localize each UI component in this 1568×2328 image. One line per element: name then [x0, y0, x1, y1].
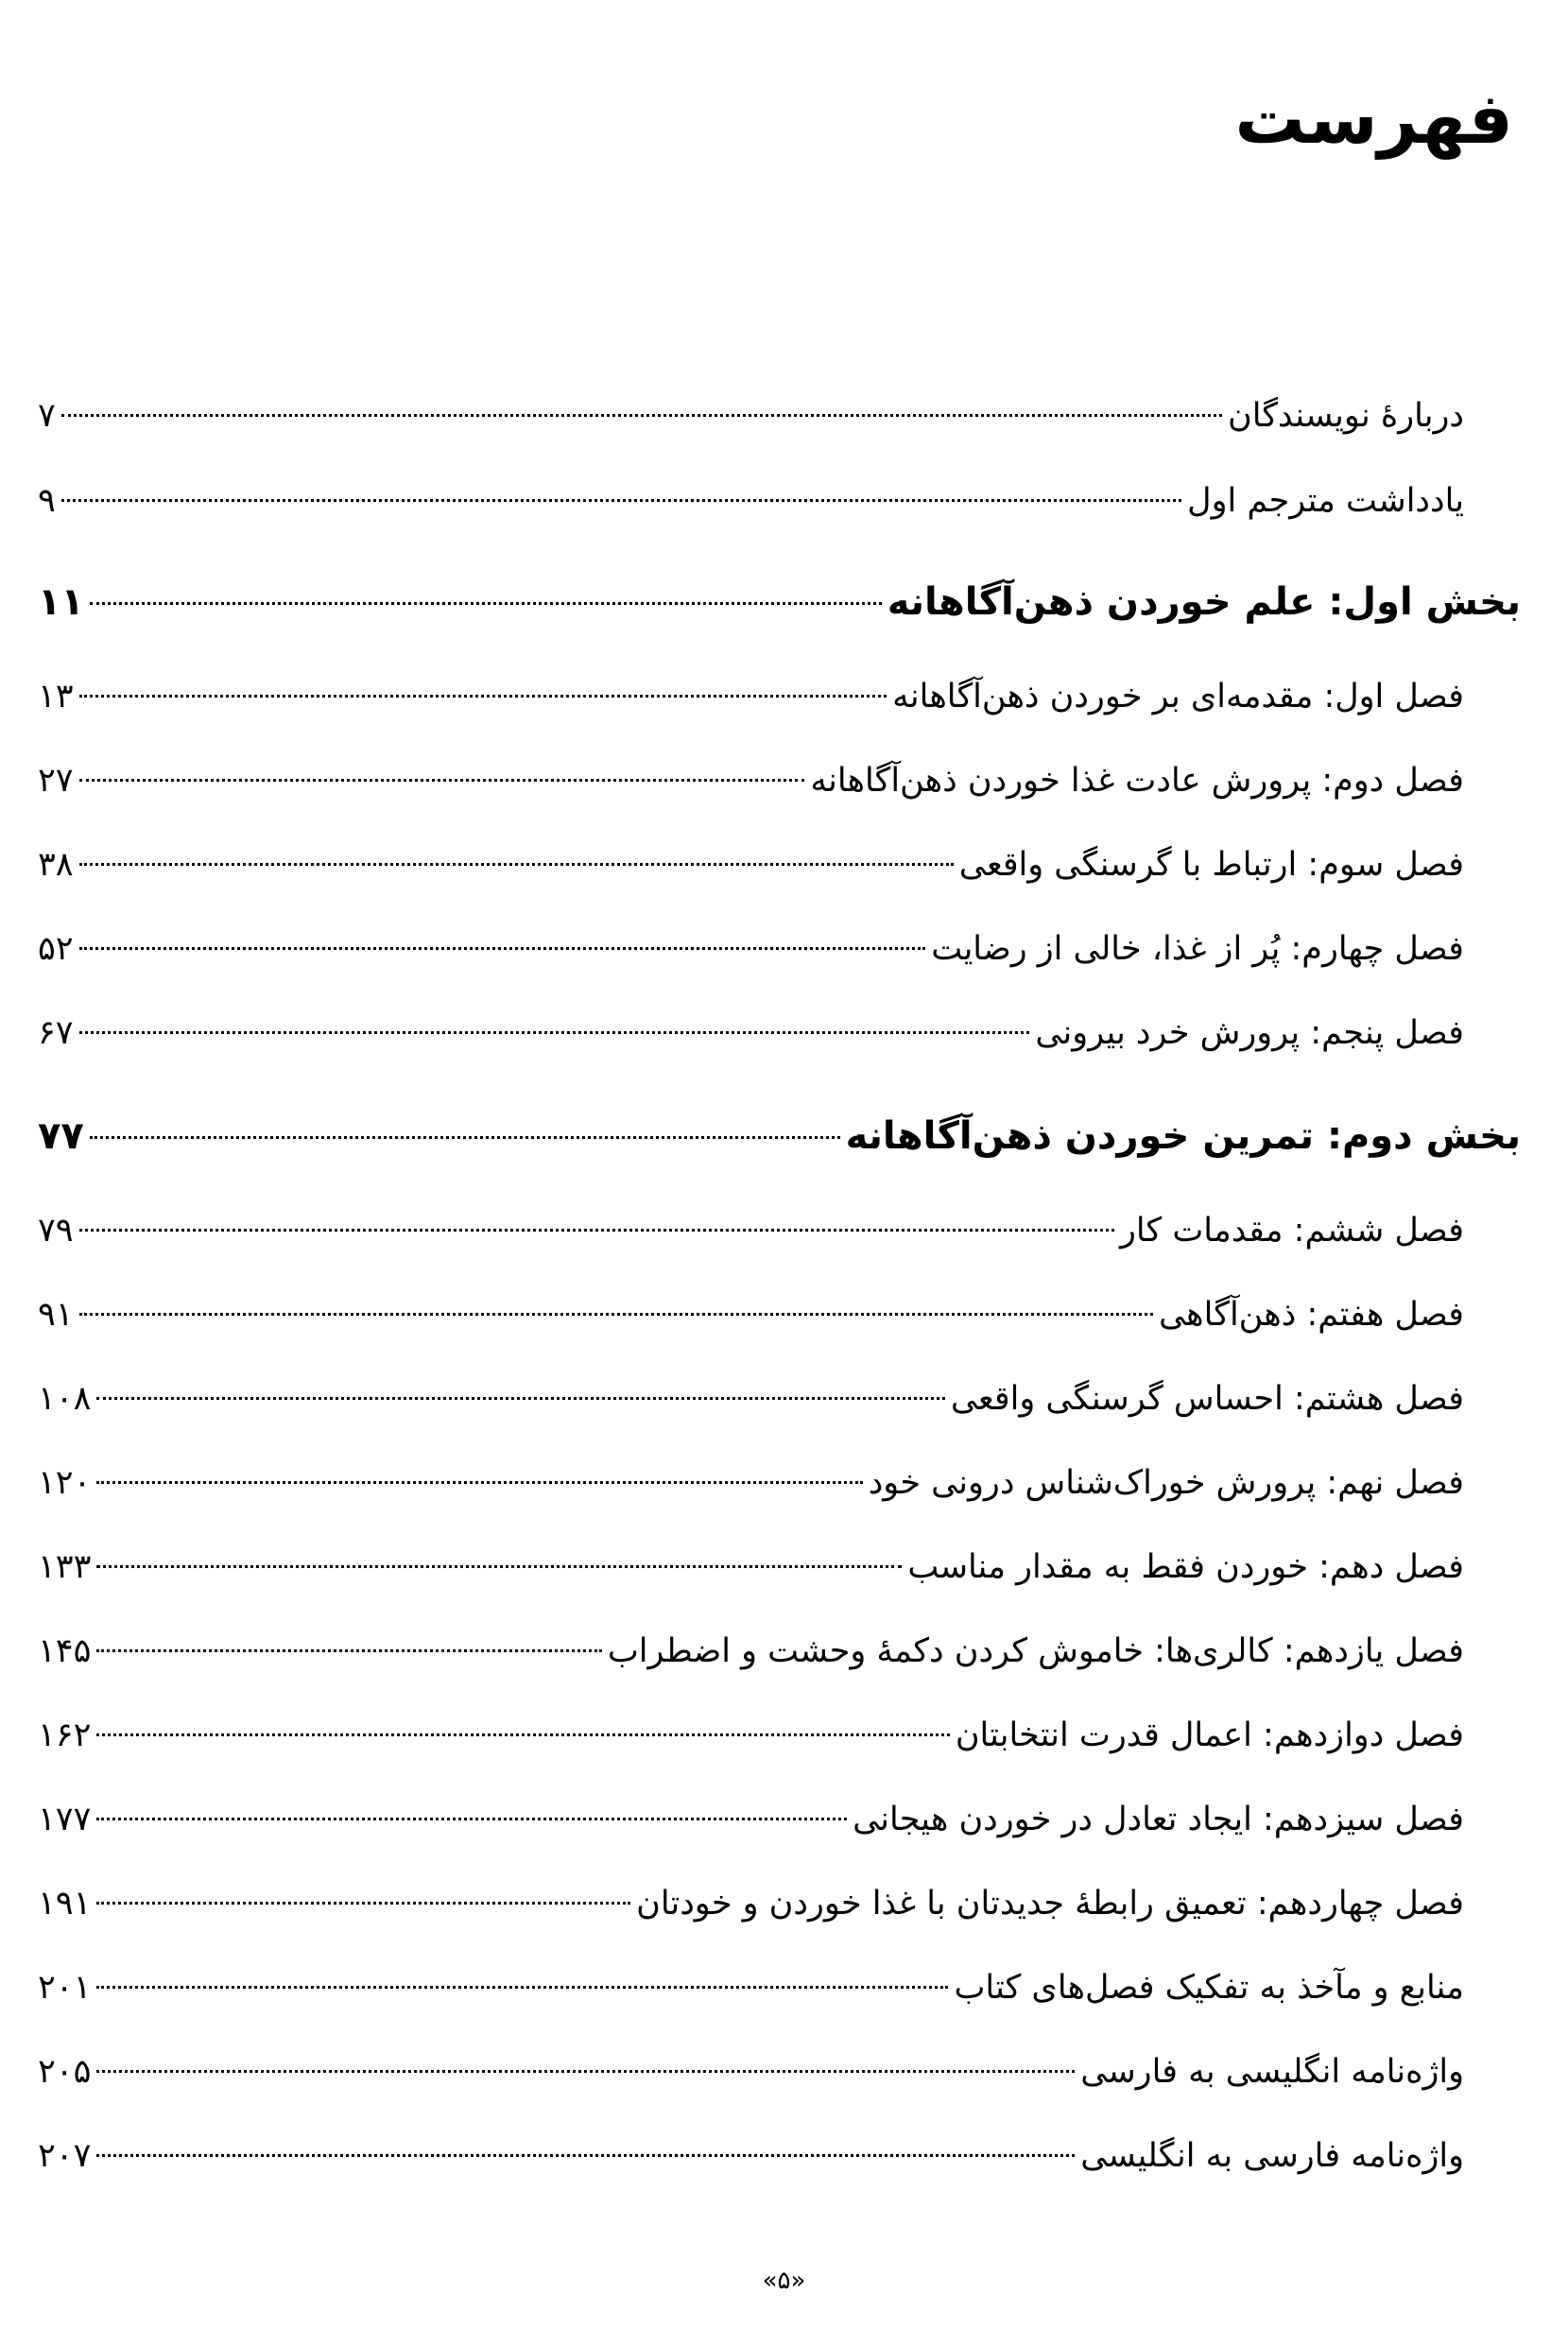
toc-entry-page: ۲۰۵: [38, 2053, 92, 2091]
dot-leader: [79, 1313, 1153, 1316]
toc-entry: [38, 1875, 1464, 1932]
toc-entry: [38, 752, 1464, 809]
toc-entry-label: فصل دوازدهم: اعمال قدرت انتخابتان: [955, 1716, 1464, 1754]
toc-entry: [38, 921, 1464, 977]
toc-entry: [38, 1623, 1464, 1680]
dot-leader: [79, 947, 926, 950]
dot-leader: [61, 499, 1181, 502]
toc-entry-page: ۱۰۸: [38, 1380, 92, 1418]
toc-entry-label: فصل سیزدهم: ایجاد تعادل در خوردن هیجانی: [853, 1801, 1464, 1838]
toc-part-page: ۱۱: [38, 580, 84, 624]
toc-part-heading: [38, 1108, 1521, 1164]
dot-leader: [90, 1136, 840, 1139]
toc-entry-label: فصل سوم: ارتباط با گرسنگی واقعی: [958, 846, 1464, 884]
dot-leader: [61, 414, 1222, 417]
toc-part-label: بخش اول: علم خوردن ذهن‌آگاهانه: [887, 580, 1521, 624]
toc-entry-page: ۱۹۱: [38, 1885, 92, 1923]
toc-entry: [38, 668, 1464, 725]
toc-entry: [38, 1707, 1464, 1764]
toc-entry-label: واژه‌نامه انگلیسی به فارسی: [1080, 2053, 1464, 2091]
toc-entry-page: ۱۳۳: [38, 1548, 92, 1586]
toc-part-heading: [38, 574, 1521, 630]
toc-entry-label: فصل پنجم: پرورش خرد بیرونی: [1035, 1014, 1464, 1052]
toc-entry-page: ۲۷: [38, 762, 74, 800]
toc-entry: [38, 473, 1464, 529]
toc-entry: [38, 388, 1464, 444]
toc-entry-page: ۱۳: [38, 678, 74, 716]
toc-entry: [38, 1791, 1464, 1848]
toc-entry: [38, 2043, 1464, 2100]
toc-entry-label: واژه‌نامه فارسی به انگلیسی: [1080, 2137, 1464, 2175]
toc-entry-label: دربارۀ نویسندگان: [1227, 397, 1464, 435]
dot-leader: [96, 2070, 1075, 2073]
dot-leader: [96, 1902, 630, 1905]
toc-entry: [38, 1959, 1464, 2016]
dot-leader: [96, 1818, 847, 1820]
toc-entry-page: ۷: [38, 397, 56, 435]
toc-entry-page: ۱۶۲: [38, 1716, 92, 1754]
dot-leader: [96, 1986, 948, 1989]
toc-entry-page: ۱۲۰: [38, 1464, 92, 1502]
toc-entry-label: فصل هشتم: احساس گرسنگی واقعی: [950, 1380, 1464, 1418]
dot-leader: [79, 779, 805, 782]
page-title: فهرست: [1234, 78, 1513, 160]
dot-leader: [79, 1229, 1114, 1232]
toc-entry: [38, 1286, 1464, 1343]
toc-entry-label: فصل چهارم: پُر از غذا، خالی از رضایت: [931, 930, 1464, 968]
toc-entry: [38, 1539, 1464, 1595]
toc-entry-page: ۵۲: [38, 930, 74, 968]
toc-entry-page: ۲۰۱: [38, 1969, 92, 2007]
toc-part-page: ۷۷: [38, 1114, 84, 1158]
dot-leader: [90, 602, 882, 605]
dot-leader: [79, 1031, 1030, 1034]
toc-entry: [38, 1455, 1464, 1511]
toc-entry-label: منابع و مآخذ به تفکیک فصل‌های کتاب: [954, 1969, 1464, 2007]
toc-entry: [38, 1371, 1464, 1427]
toc-entry-page: ۱۷۷: [38, 1801, 92, 1838]
toc-entry-page: ۳۸: [38, 846, 74, 884]
toc-entry-label: فصل نهم: پرورش خوراک‌شناس درونی خود: [868, 1464, 1464, 1502]
toc-entry-page: ۶۷: [38, 1014, 74, 1052]
toc-entry: [38, 1202, 1464, 1259]
dot-leader: [79, 695, 887, 698]
toc-entry-page: ۹: [38, 482, 56, 520]
toc-entry-label: فصل چهاردهم: تعمیق رابطۀ جدیدتان با غذا خوردن و خودتان: [636, 1885, 1464, 1923]
toc-part-label: بخش دوم: تمرین خوردن ذهن‌آگاهانه: [845, 1114, 1521, 1158]
toc-entry-page: ۲۰۷: [38, 2137, 92, 2175]
toc-entry-label: فصل اول: مقدمه‌ای بر خوردن ذهن‌آگاهانه: [892, 678, 1464, 716]
toc-entry: [38, 2128, 1464, 2184]
toc-entry-label: یادداشت مترجم اول: [1187, 482, 1464, 520]
toc-entry-page: ۷۹: [38, 1212, 74, 1250]
dot-leader: [96, 1481, 862, 1484]
toc-entry-label: فصل هفتم: ذهن‌آگاهی: [1158, 1296, 1464, 1334]
dot-leader: [96, 1733, 949, 1736]
toc-entry-label: فصل دهم: خوردن فقط به مقدار مناسب: [907, 1548, 1464, 1586]
toc-entry-page: ۹۱: [38, 1296, 74, 1334]
dot-leader: [79, 863, 954, 866]
toc-entry-page: ۱۴۵: [38, 1632, 92, 1670]
toc-entry: [38, 836, 1464, 893]
dot-leader: [96, 1565, 902, 1568]
page-number: «۵»: [762, 2267, 806, 2295]
toc-entry: [38, 1005, 1464, 1061]
toc-entry-label: فصل دوم: پرورش عادت غذا خوردن ذهن‌آگاهانه: [810, 762, 1464, 800]
toc-entry-label: فصل ششم: مقدمات کار: [1119, 1212, 1464, 1250]
dot-leader: [96, 1397, 944, 1400]
toc-entry-label: فصل یازدهم: کالری‌ها: خاموش کردن دکمۀ وحشت و اضطراب: [607, 1632, 1464, 1670]
dot-leader: [96, 2154, 1075, 2157]
dot-leader: [96, 1649, 601, 1652]
